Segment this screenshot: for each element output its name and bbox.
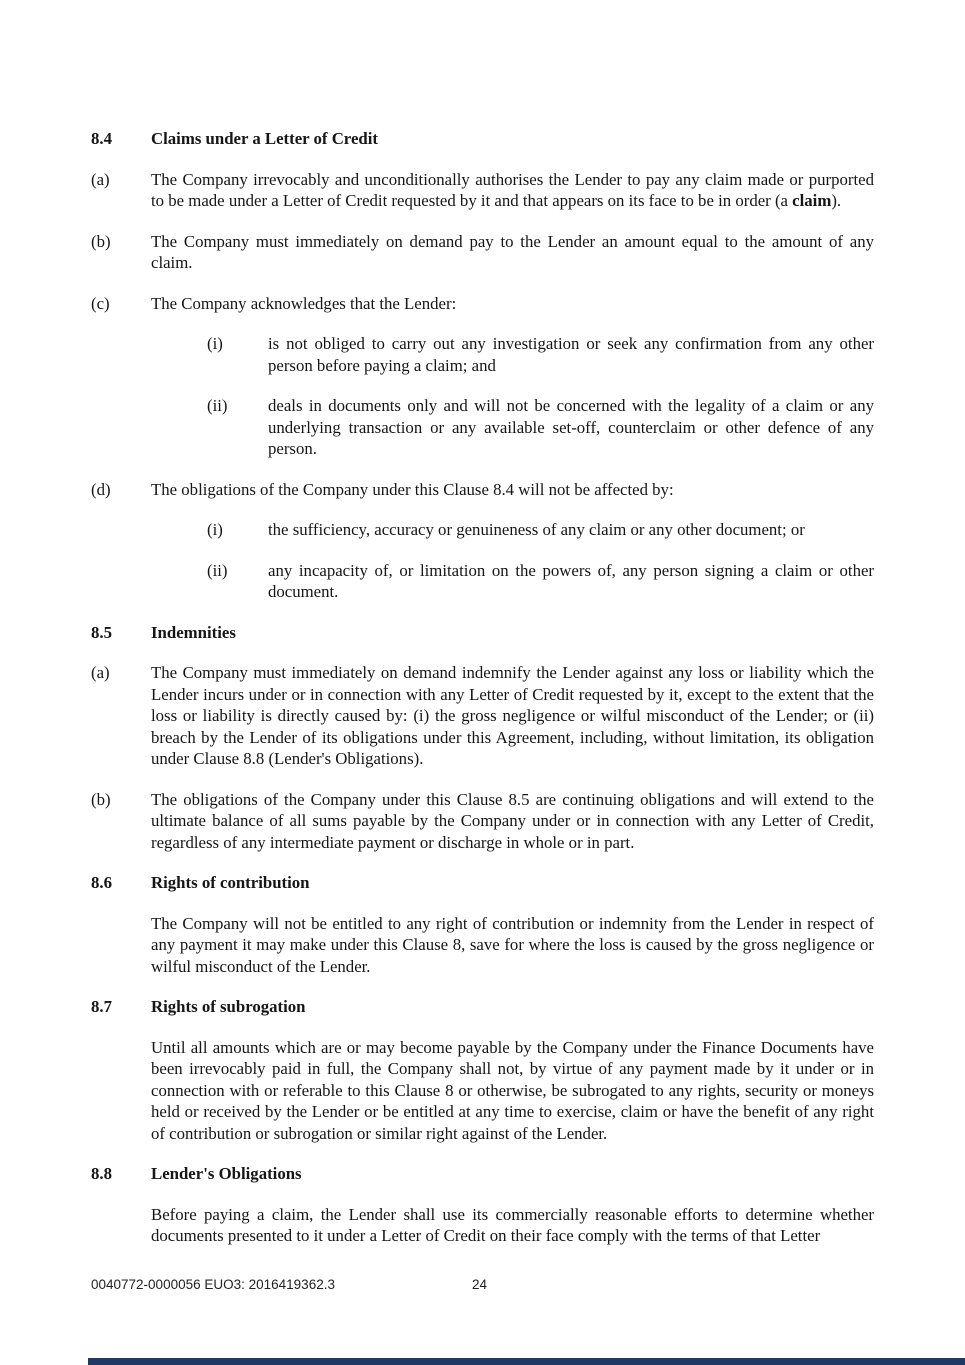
clause-label: (a) bbox=[91, 169, 110, 189]
page-number: 24 bbox=[472, 1277, 488, 1292]
text-run: The obligations of the Company under this Clause 8.5 are continuing obligations and will extend to the ultimate balance of all sums payable by the Company under or in connection with any Letter of Credit, regardless of any intermediate payment or discharge in whole or in part. bbox=[151, 789, 874, 852]
section-heading bbox=[91, 872, 874, 894]
section-title: Rights of subrogation bbox=[151, 997, 306, 1016]
clause-text bbox=[268, 334, 874, 375]
clause-text bbox=[268, 520, 805, 539]
text-run: ). bbox=[831, 191, 842, 210]
paragraph bbox=[91, 662, 874, 770]
clause-text bbox=[268, 561, 874, 602]
footer-doc-id: 0040772-0000056 EUO3: 2016419362.3 bbox=[91, 1277, 335, 1292]
clause-text bbox=[151, 914, 874, 976]
paragraph bbox=[91, 169, 874, 212]
document-body bbox=[0, 128, 965, 1266]
section-heading bbox=[91, 622, 874, 644]
clause-label: (b) bbox=[91, 231, 111, 251]
text-run: Until all amounts which are or may become payable by the Company under the Finance Documents have been irrevocably paid in full, the Company shall not, by virtue of any payment made by it under or in connection with or referable to this Clause 8 or otherwise, be subrogated to any rights, security or moneys held or received by the Lender or be entitled at any time to exercise, claim or have the benefit of any right of contribution or subrogation or similar right against of the Lender. bbox=[151, 1037, 874, 1143]
clause-label: (ii) bbox=[207, 396, 228, 415]
clause-label: (d) bbox=[91, 479, 111, 499]
clause-text bbox=[151, 1205, 874, 1246]
text-run: The Company will not be entitled to any right of contribution or indemnity from the Lender in respect of any payment it may make under this Clause 8, save for where the loss is caused by the gross negligence or wilful misconduct of the Lender. bbox=[151, 913, 874, 976]
clause-label: (i) bbox=[207, 520, 223, 539]
section-number: 8.4 bbox=[91, 129, 112, 148]
paragraph bbox=[151, 1204, 874, 1247]
paragraph bbox=[151, 913, 874, 978]
section-title: Claims under a Letter of Credit bbox=[151, 129, 378, 148]
clause-text bbox=[151, 663, 874, 768]
text-run: Before paying a claim, the Lender shall use its commercially reasonable efforts to determine whether documents presented to it under a Letter of Credit on their face comply with the terms of that Letter bbox=[151, 1204, 874, 1245]
clause-text bbox=[151, 1038, 874, 1143]
sub-paragraph bbox=[207, 395, 874, 460]
clause-text bbox=[151, 232, 874, 273]
text-run: the sufficiency, accuracy or genuineness of any claim or any other document; or bbox=[268, 520, 805, 539]
defined-term: claim bbox=[792, 191, 832, 210]
clause-label: (c) bbox=[91, 293, 110, 313]
text-run: any incapacity of, or limitation on the powers of, any person signing a claim or other document. bbox=[268, 560, 874, 601]
section-title: Rights of contribution bbox=[151, 873, 310, 892]
paragraph bbox=[91, 479, 874, 501]
section-heading bbox=[91, 996, 874, 1018]
clause-text bbox=[151, 170, 874, 211]
sub-paragraph bbox=[207, 560, 874, 603]
clause-label: (ii) bbox=[207, 560, 228, 580]
paragraph bbox=[151, 1037, 874, 1145]
bottom-page-bar bbox=[88, 1358, 965, 1365]
clause-label: (b) bbox=[91, 789, 111, 809]
section-number: 8.6 bbox=[91, 873, 112, 892]
clause-text bbox=[268, 396, 874, 458]
section-number: 8.8 bbox=[91, 1164, 112, 1183]
clause-label: (i) bbox=[207, 334, 223, 353]
section-heading bbox=[91, 1163, 874, 1185]
sub-paragraph bbox=[207, 519, 874, 541]
clause-text bbox=[151, 294, 456, 313]
paragraph bbox=[91, 231, 874, 274]
section-title: Lender's Obligations bbox=[151, 1164, 302, 1183]
clause-text bbox=[151, 790, 874, 852]
text-run: The obligations of the Company under this Clause 8.4 will not be affected by: bbox=[151, 479, 674, 499]
text-run: The Company must immediately on demand pay to the Lender an amount equal to the amount of any claim. bbox=[151, 231, 874, 272]
section-heading bbox=[91, 128, 874, 150]
clause-label: (a) bbox=[91, 663, 110, 682]
text-run: deals in documents only and will not be concerned with the legality of a claim or any underlying transaction or any available set-off, counterclaim or other defence of any person. bbox=[268, 396, 874, 458]
section-number: 8.5 bbox=[91, 622, 112, 642]
section-number: 8.7 bbox=[91, 997, 112, 1016]
paragraph bbox=[91, 789, 874, 854]
paragraph bbox=[91, 293, 874, 315]
text-run: The Company irrevocably and unconditionally authorises the Lender to pay any claim made or purported to be made under a Letter of Credit requested by it and that appears on its face to be in order (a bbox=[151, 169, 874, 210]
text-run: The Company acknowledges that the Lender: bbox=[151, 293, 457, 313]
clause-text bbox=[151, 480, 674, 499]
section-title: Indemnities bbox=[151, 622, 236, 642]
sub-paragraph bbox=[207, 333, 874, 376]
text-run: The Company must immediately on demand indemnify the Lender against any loss or liability which the Lender incurs under or in connection with any Letter of Credit requested by it, except to the extent that the loss or liability is directly caused by: (i) the gross negligence or wilful misconduct of the Lender; or (ii) breach by the Lender of its obligations under this Agreement, including, without limitation, its obligation under Clause 8.8 (Lender's Obligations). bbox=[151, 663, 874, 768]
text-run: is not obliged to carry out any investigation or seek any confirmation from any other person before paying a claim; and bbox=[268, 334, 874, 375]
